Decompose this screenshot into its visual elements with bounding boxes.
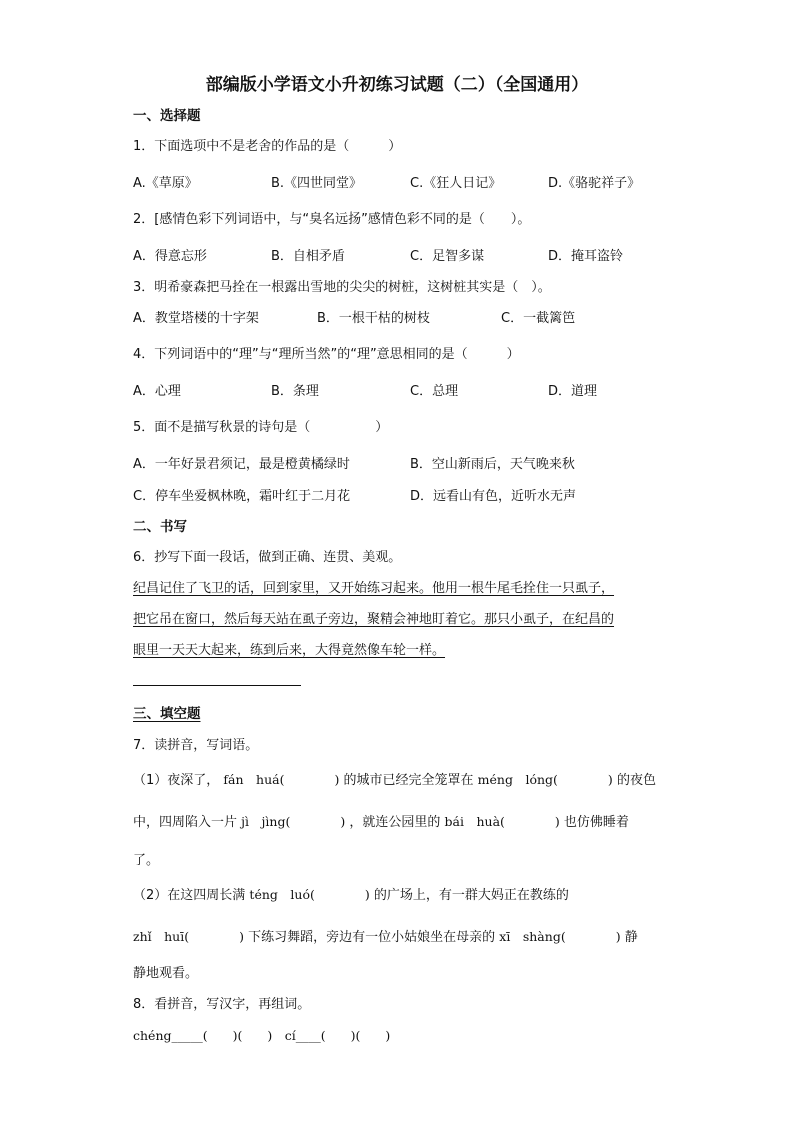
- q7-text: 的城市已经完全笼罩在: [343, 773, 474, 788]
- question-3-option-b: B．一根干枯的树枝: [317, 311, 430, 326]
- question-3-stem: 3．明希豪森把马拴在一根露出雪地的尖尖的树桩，这树桩其实是（ ）。: [133, 280, 551, 295]
- question-5-option-c: C．停车坐爱枫林晚，霜叶红于二月花: [133, 489, 351, 504]
- q7-text: 静: [624, 930, 638, 945]
- question-7-part-1-line-3: 了。: [133, 853, 160, 868]
- question-2-option-b: B．自相矛盾: [271, 249, 345, 264]
- q7-text: 也仿佛睡着: [563, 815, 629, 830]
- q7-text: 的广场上，有一群大妈正在教练的: [373, 888, 569, 903]
- question-1-stem: 1．下面选项中不是老舍的作品的是（ ）: [133, 139, 402, 154]
- question-2-option-c: C．足智多谋: [410, 249, 485, 264]
- question-5-option-a: A．一年好景君须记，最是橙黄橘绿时: [133, 457, 350, 472]
- section-heading-fill: 三、填空题: [133, 706, 201, 722]
- pinyin-blank-baihua[interactable]: bái huà( ): [444, 814, 560, 829]
- question-4-option-a: A．心理: [133, 384, 181, 399]
- q7-text: （2）在这四周长满: [133, 888, 246, 903]
- question-5-option-b: B．空山新雨后，天气晚来秋: [410, 457, 575, 472]
- q7-text: 中，四周陷入一片: [133, 815, 238, 830]
- q7-text: 的夜色: [616, 773, 656, 788]
- copy-passage-line-2: 把它吊在窗口，然后每天站在虱子旁边，聚精会神地盯着它。那只小虱子，在纪昌的: [133, 612, 615, 627]
- copy-passage-line-3: 眼里一天天大起来，练到后来，大得竟然像车轮一样。: [133, 643, 446, 658]
- question-8-blanks[interactable]: chéng_____( )( ) cí____( )( ): [133, 1028, 391, 1043]
- pinyin-blank-jijing[interactable]: jì jìng( ): [241, 814, 346, 829]
- question-7-part-2-line-1: [133, 884, 569, 903]
- pinyin-blank-menglong[interactable]: méng lóng( ): [477, 772, 613, 787]
- question-7-part-2-line-3: 静地观看。: [133, 966, 199, 981]
- question-7-part-1-line-2: [133, 811, 629, 830]
- question-1-option-a: A.《草原》: [133, 176, 198, 191]
- question-1-option-d: D.《骆驼祥子》: [548, 176, 641, 191]
- question-2-option-d: D．掩耳盗铃: [548, 249, 624, 264]
- question-1-option-b: B.《四世同堂》: [271, 176, 363, 191]
- question-1-option-c: C.《狂人日记》: [410, 176, 502, 191]
- question-5-option-d: D．远看山有色，近听水无声: [410, 489, 577, 504]
- question-4-stem: 4．下列词语中的“理”与“理所当然”的“理”意思相同的是（ ）: [133, 347, 520, 362]
- section-heading-writing: 二、书写: [133, 519, 187, 535]
- question-4-option-b: B．条理: [271, 384, 319, 399]
- question-5-stem: 5．面不是描写秋景的诗句是（ ）: [133, 420, 389, 435]
- question-4-option-d: D．道理: [548, 384, 598, 399]
- pinyin-blank-tengluo[interactable]: téng luó( ): [249, 887, 370, 902]
- question-3-option-c: C．一截篱笆: [501, 311, 576, 326]
- pinyin-blank-xishang[interactable]: xī shàng( ): [499, 929, 621, 944]
- question-2-stem: 2．[感情色彩下列词语中，与“臭名远扬”感情色彩不同的是（ ）。: [133, 212, 531, 227]
- question-7-stem: 7．读拼音，写词语。: [133, 738, 259, 753]
- pinyin-blank-zhihui[interactable]: zhǐ huī( ): [133, 929, 244, 944]
- question-8-stem: 8．看拼音，写汉字，再组词。: [133, 997, 311, 1012]
- question-7-part-1-line-1: [133, 769, 656, 788]
- q7-text: ，就连公园里的: [349, 815, 441, 830]
- question-6-stem: 6．抄写下面一段话，做到正确、连贯、美观。: [133, 550, 402, 565]
- copy-passage-line-1: 纪昌记住了飞卫的话，回到家里，又开始练习起来。他用一根牛尾毛拴住一只虱子，: [133, 581, 615, 596]
- section-heading-choice: 一、选择题: [133, 108, 201, 124]
- q7-text: 下练习舞蹈，旁边有一位小姑娘坐在母亲的: [248, 930, 496, 945]
- pinyin-blank-fanhua[interactable]: fán huá( ): [223, 772, 340, 787]
- question-7-part-2-line-2: [133, 926, 638, 945]
- page-title: 部编版小学语文小升初练习试题（二）（全国通用）: [205, 75, 589, 95]
- question-3-option-a: A．教堂塔楼的十字架: [133, 311, 259, 326]
- writing-answer-line: [133, 685, 301, 686]
- q7-text: （1）夜深了，: [133, 773, 220, 788]
- question-4-option-c: C．总理: [410, 384, 459, 399]
- question-2-option-a: A．得意忘形: [133, 249, 207, 264]
